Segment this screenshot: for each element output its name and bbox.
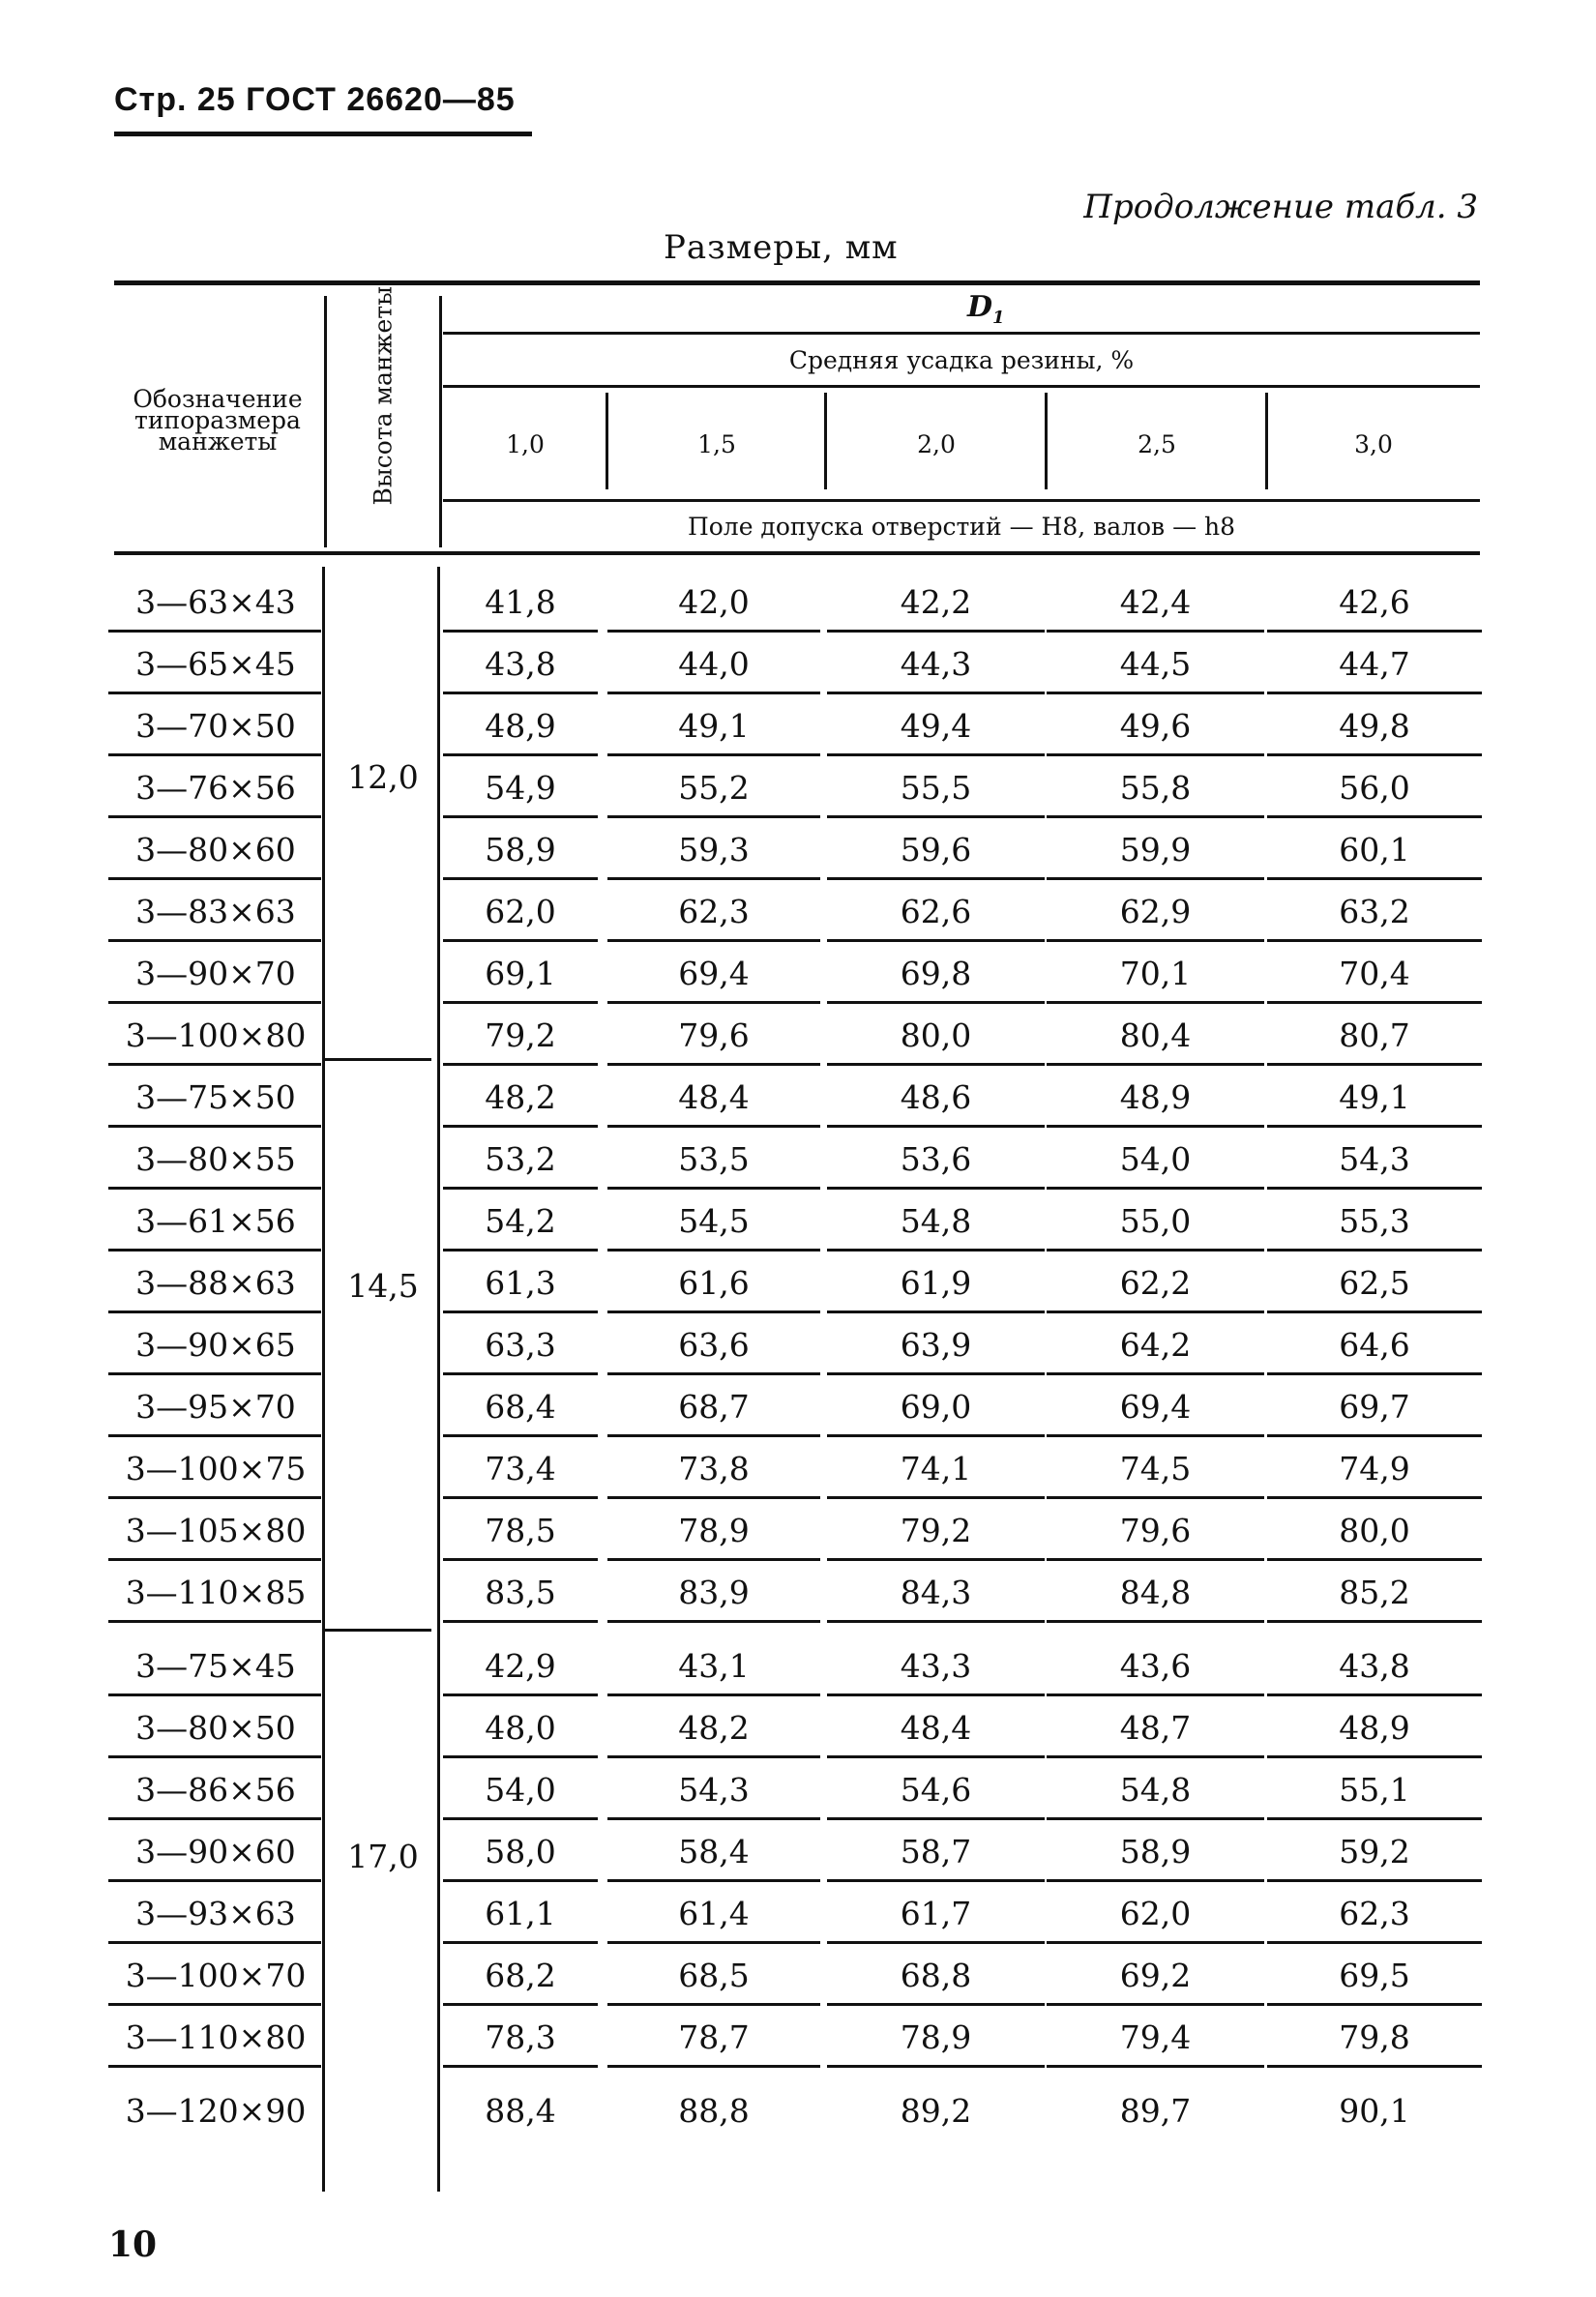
value-2-5: 74,5	[1119, 1449, 1192, 1487]
value-2-5: 48,7	[1119, 1708, 1192, 1747]
header-divider-height	[439, 296, 442, 547]
table-row	[0, 1190, 1596, 1252]
value-1-0: 43,8	[485, 644, 556, 683]
row-designation: 3—70×50	[135, 706, 296, 745]
value-1-0: 61,3	[485, 1263, 556, 1302]
row-underline	[1047, 1620, 1264, 1623]
table-row	[0, 1004, 1596, 1066]
value-1-0: 48,2	[485, 1077, 556, 1116]
value-1-0: 78,5	[485, 1511, 556, 1549]
shrink-value-4: 2,5	[1138, 430, 1176, 458]
page-header: Стр. 25 ГОСТ 26620—85	[114, 81, 516, 118]
row-designation: 3—65×45	[135, 644, 296, 683]
table-row	[0, 1128, 1596, 1190]
value-1-0: 69,1	[485, 954, 556, 992]
table-row	[0, 1252, 1596, 1313]
value-3-0: 56,0	[1339, 768, 1410, 807]
value-1-5: 61,6	[678, 1263, 750, 1302]
value-2-5: 70,1	[1119, 954, 1192, 992]
value-1-5: 53,5	[678, 1139, 750, 1178]
row-underline	[607, 1620, 820, 1623]
value-1-0: 48,9	[485, 706, 556, 745]
group-height-12: 12,0	[347, 758, 419, 796]
designation-header-line-1: Обозначение	[133, 385, 303, 413]
row-designation: 3—100×75	[125, 1449, 307, 1487]
row-designation: 3—75×50	[135, 1077, 296, 1116]
value-3-0: 49,8	[1339, 706, 1410, 745]
table-row	[0, 1375, 1596, 1437]
table-row	[0, 1820, 1596, 1882]
cuff-height-header: Высота манжеты	[369, 285, 398, 506]
value-1-5: 44,0	[678, 644, 750, 683]
value-2-0: 54,6	[900, 1770, 972, 1809]
value-1-5: 49,1	[678, 706, 750, 745]
value-2-0: 69,8	[900, 954, 972, 992]
value-2-5: 58,9	[1119, 1832, 1192, 1870]
table-row	[0, 756, 1596, 818]
value-3-0: 55,3	[1339, 1201, 1410, 1240]
value-3-0: 62,3	[1339, 1894, 1410, 1932]
designation-header	[114, 385, 321, 456]
value-2-0: 48,6	[900, 1077, 972, 1116]
table-row	[0, 1313, 1596, 1375]
table-row	[0, 1758, 1596, 1820]
value-1-0: 83,5	[485, 1573, 556, 1611]
page-number: 10	[108, 2224, 158, 2265]
value-2-5: 43,6	[1119, 1646, 1192, 1685]
table-row	[0, 1561, 1596, 1623]
value-1-0: 68,2	[485, 1956, 556, 1994]
value-2-5: 55,8	[1119, 768, 1192, 807]
table-top-rule	[114, 280, 1480, 285]
value-1-5: 48,2	[678, 1708, 750, 1747]
value-3-0: 48,9	[1339, 1708, 1410, 1747]
value-1-5: 54,3	[678, 1770, 750, 1809]
table-row	[0, 1634, 1596, 1696]
row-designation: 3—100×70	[125, 1956, 307, 1994]
units-text: Размеры, мм	[664, 228, 899, 267]
value-1-0: 54,0	[485, 1770, 556, 1809]
table-row	[0, 1066, 1596, 1128]
value-3-0: 69,5	[1339, 1956, 1410, 1994]
header-underline	[114, 132, 532, 136]
value-1-5: 88,8	[678, 2091, 750, 2130]
value-1-5: 42,0	[678, 582, 750, 621]
value-3-0: 79,8	[1339, 2017, 1410, 2056]
header-divider-designation	[324, 296, 327, 547]
value-3-0: 60,1	[1339, 830, 1410, 869]
value-1-0: 62,0	[485, 892, 556, 930]
shrink-value-2: 1,5	[697, 430, 736, 458]
row-underline	[108, 2065, 321, 2068]
value-2-0: 49,4	[900, 706, 972, 745]
value-3-0: 74,9	[1339, 1449, 1410, 1487]
value-2-5: 59,9	[1119, 830, 1192, 869]
value-2-5: 79,4	[1119, 2017, 1192, 2056]
value-2-0: 62,6	[900, 892, 972, 930]
units-caption	[650, 228, 899, 267]
value-1-0: 48,0	[485, 1708, 556, 1747]
table-row	[0, 1437, 1596, 1499]
value-1-5: 78,7	[678, 2017, 750, 2056]
row-designation: 3—110×80	[125, 2017, 307, 2056]
value-2-0: 48,4	[900, 1708, 972, 1747]
row-designation: 3—86×56	[135, 1770, 296, 1809]
row-designation: 3—61×56	[135, 1201, 296, 1240]
row-designation: 3—80×50	[135, 1708, 296, 1747]
table-row	[0, 1944, 1596, 2006]
value-3-0: 43,8	[1339, 1646, 1410, 1685]
table-row	[0, 1882, 1596, 1944]
group-separator-2	[325, 1629, 431, 1632]
table-row	[0, 1499, 1596, 1561]
header-bottom-rule	[114, 551, 1480, 555]
value-2-5: 44,5	[1119, 644, 1192, 683]
value-2-0: 79,2	[900, 1511, 972, 1549]
value-2-5: 64,2	[1119, 1325, 1192, 1364]
value-3-0: 85,2	[1339, 1573, 1410, 1611]
value-1-5: 55,2	[678, 768, 750, 807]
value-2-0: 58,7	[900, 1832, 972, 1870]
row-designation: 3—90×60	[135, 1832, 296, 1870]
d1-subscript: 1	[992, 308, 1005, 328]
row-designation: 3—83×63	[135, 892, 296, 930]
value-1-5: 43,1	[678, 1646, 750, 1685]
value-3-0: 80,7	[1339, 1016, 1410, 1054]
value-1-5: 68,5	[678, 1956, 750, 1994]
value-2-5: 69,2	[1119, 1956, 1192, 1994]
shrink-value-3: 2,0	[917, 430, 956, 458]
row-designation: 3—105×80	[125, 1511, 307, 1549]
row-underline	[827, 2065, 1045, 2068]
table-row	[0, 571, 1596, 633]
value-2-0: 63,9	[900, 1325, 972, 1364]
row-designation: 3—80×60	[135, 830, 296, 869]
value-2-0: 61,9	[900, 1263, 972, 1302]
value-2-5: 55,0	[1119, 1201, 1192, 1240]
d1-header	[967, 290, 1005, 328]
value-1-5: 68,7	[678, 1387, 750, 1426]
value-3-0: 80,0	[1339, 1511, 1410, 1549]
value-1-0: 63,3	[485, 1325, 556, 1364]
row-designation: 3—75×45	[135, 1646, 296, 1685]
value-1-5: 78,9	[678, 1511, 750, 1549]
row-underline	[443, 1620, 598, 1623]
value-2-5: 79,6	[1119, 1511, 1192, 1549]
value-2-5: 62,0	[1119, 1894, 1192, 1932]
value-1-5: 69,4	[678, 954, 750, 992]
value-2-0: 44,3	[900, 644, 972, 683]
value-2-5: 49,6	[1119, 706, 1192, 745]
value-2-0: 61,7	[900, 1894, 972, 1932]
value-2-5: 69,4	[1119, 1387, 1192, 1426]
value-2-0: 54,8	[900, 1201, 972, 1240]
value-1-0: 78,3	[485, 2017, 556, 2056]
tolerance-header: Поле допуска отверстий — H8, валов — h8	[687, 513, 1236, 541]
value-3-0: 64,6	[1339, 1325, 1410, 1364]
row-underline	[1267, 2065, 1482, 2068]
value-2-0: 78,9	[900, 2017, 972, 2056]
value-2-5: 84,8	[1119, 1573, 1192, 1611]
row-designation: 3—120×90	[125, 2091, 307, 2130]
value-1-0: 54,2	[485, 1201, 556, 1240]
value-3-0: 63,2	[1339, 892, 1410, 930]
row-designation: 3—90×65	[135, 1325, 296, 1364]
row-designation: 3—80×55	[135, 1139, 296, 1178]
value-1-0: 53,2	[485, 1139, 556, 1178]
shrink-value-5: 3,0	[1354, 430, 1393, 458]
value-2-0: 80,0	[900, 1016, 972, 1054]
value-2-0: 89,2	[900, 2091, 972, 2130]
value-1-0: 68,4	[485, 1387, 556, 1426]
row-designation: 3—93×63	[135, 1894, 296, 1932]
value-2-5: 62,2	[1119, 1263, 1192, 1302]
table-row	[0, 694, 1596, 756]
value-1-0: 54,9	[485, 768, 556, 807]
value-1-5: 63,6	[678, 1325, 750, 1364]
value-3-0: 69,7	[1339, 1387, 1410, 1426]
value-3-0: 90,1	[1339, 2091, 1410, 2130]
row-underline	[1047, 2065, 1264, 2068]
value-1-0: 58,0	[485, 1832, 556, 1870]
value-3-0: 70,4	[1339, 954, 1410, 992]
value-2-0: 68,8	[900, 1956, 972, 1994]
header-divider-col-4	[1265, 393, 1268, 489]
table-row	[0, 818, 1596, 880]
value-1-0: 58,9	[485, 830, 556, 869]
shrink-value-1: 1,0	[506, 430, 545, 458]
value-1-5: 61,4	[678, 1894, 750, 1932]
value-2-5: 89,7	[1119, 2091, 1192, 2130]
row-designation: 3—88×63	[135, 1263, 296, 1302]
value-1-5: 54,5	[678, 1201, 750, 1240]
row-underline	[607, 2065, 820, 2068]
value-2-5: 42,4	[1119, 582, 1192, 621]
value-3-0: 62,5	[1339, 1263, 1410, 1302]
value-1-5: 83,9	[678, 1573, 750, 1611]
value-1-5: 79,6	[678, 1016, 750, 1054]
value-1-0: 88,4	[485, 2091, 556, 2130]
value-3-0: 55,1	[1339, 1770, 1410, 1809]
value-2-0: 42,2	[900, 582, 972, 621]
header-rule-values	[443, 499, 1480, 502]
row-designation: 3—63×43	[135, 582, 296, 621]
table-row	[0, 1696, 1596, 1758]
table-row	[0, 633, 1596, 694]
value-2-0: 84,3	[900, 1573, 972, 1611]
value-1-0: 42,9	[485, 1646, 556, 1685]
value-2-0: 69,0	[900, 1387, 972, 1426]
value-3-0: 44,7	[1339, 644, 1410, 683]
row-underline	[443, 2065, 598, 2068]
table-row	[0, 2006, 1596, 2068]
designation-header-line-2: типоразмера	[134, 406, 301, 434]
value-3-0: 49,1	[1339, 1077, 1410, 1116]
value-2-5: 54,8	[1119, 1770, 1192, 1809]
value-3-0: 42,6	[1339, 582, 1410, 621]
value-1-0: 61,1	[485, 1894, 556, 1932]
row-designation: 3—95×70	[135, 1387, 296, 1426]
header-rule-d1	[443, 332, 1480, 335]
table-row	[0, 942, 1596, 1004]
value-3-0: 54,3	[1339, 1139, 1410, 1178]
header-divider-col-3	[1045, 393, 1048, 489]
value-2-0: 74,1	[900, 1449, 972, 1487]
table-row	[0, 2079, 1596, 2141]
row-underline	[108, 1620, 321, 1623]
group-height-17: 17,0	[347, 1838, 419, 1875]
table-row	[0, 880, 1596, 942]
header-rule-shrinkage	[443, 385, 1480, 388]
value-1-5: 59,3	[678, 830, 750, 869]
value-3-0: 59,2	[1339, 1832, 1410, 1870]
value-1-5: 73,8	[678, 1449, 750, 1487]
value-2-0: 43,3	[900, 1646, 972, 1685]
value-1-5: 58,4	[678, 1832, 750, 1870]
header-divider-col-1	[606, 393, 608, 489]
value-2-5: 62,9	[1119, 892, 1192, 930]
row-designation: 3—100×80	[125, 1016, 307, 1054]
group-height-14-5: 14,5	[347, 1267, 419, 1305]
row-designation: 3—90×70	[135, 954, 296, 992]
row-underline	[1267, 1620, 1482, 1623]
value-1-0: 73,4	[485, 1449, 556, 1487]
header-divider-col-2	[824, 393, 827, 489]
value-1-0: 79,2	[485, 1016, 556, 1054]
row-underline	[827, 1620, 1045, 1623]
value-2-0: 53,6	[900, 1139, 972, 1178]
value-1-0: 41,8	[485, 582, 556, 621]
table-continuation-caption: Продолжение табл. 3	[1083, 188, 1478, 226]
value-2-5: 80,4	[1119, 1016, 1192, 1054]
designation-header-line-3: манжеты	[158, 427, 278, 456]
d1-letter: D	[967, 290, 993, 324]
value-1-5: 62,3	[678, 892, 750, 930]
value-2-0: 59,6	[900, 830, 972, 869]
value-1-5: 48,4	[678, 1077, 750, 1116]
value-2-5: 48,9	[1119, 1077, 1192, 1116]
value-2-5: 54,0	[1119, 1139, 1192, 1178]
value-2-0: 55,5	[900, 768, 972, 807]
shrinkage-header: Средняя усадка резины, %	[788, 346, 1135, 374]
row-designation: 3—76×56	[135, 768, 296, 807]
row-designation: 3—110×85	[125, 1573, 307, 1611]
